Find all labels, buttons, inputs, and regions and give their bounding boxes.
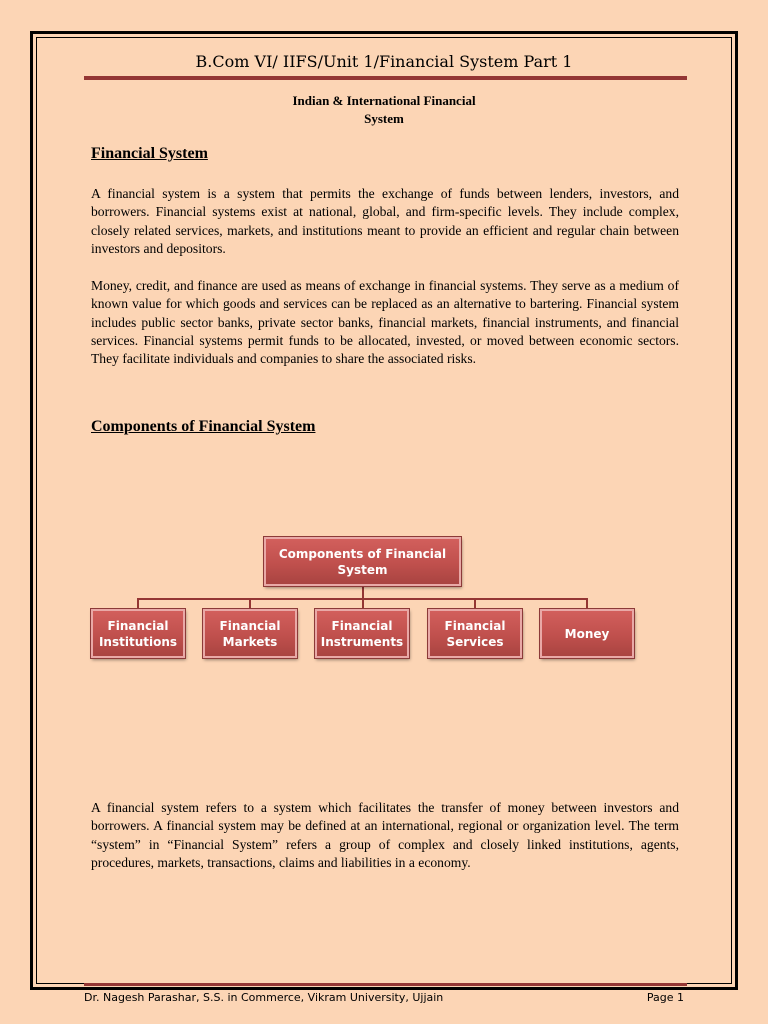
- diagram-node-line2: Markets: [222, 634, 278, 649]
- diagram-node-financial-services: [428, 609, 522, 658]
- document-title-line1: Indian & International Financial: [292, 93, 476, 108]
- footer-rule: [84, 983, 687, 986]
- header-rule: [84, 76, 687, 80]
- section-heading-components: Components of Financial System: [91, 418, 316, 435]
- footer-page-number: Page 1: [646, 991, 684, 1004]
- diagram-node-line2: Institutions: [98, 634, 178, 649]
- diagram-node-money: [540, 609, 634, 658]
- paragraph-3: A financial system refers to a system which facilitates the transfer of money between investors and borrowers. A financial system may be defined at an international, regional or organization level. The term “system” in “Financial System” refers a group of complex and closely linked institutions, agents, procedures, markets, transactions, claims and liabilities in a economy.: [91, 800, 679, 870]
- paragraph-2: Money, credit, and finance are used as means of exchange in financial systems. They serve as a medium of known value for which goods and services can be replaced as an alternative to bartering. Financial system includes public sector banks, private sector banks, financial markets, financial instruments, and financial services. Financial systems permit funds to be allocated, invested, or moved between economic sectors. They facilitate individuals and companies to share the associated risks.: [91, 278, 679, 367]
- diagram-node-root-line2: System: [337, 562, 388, 577]
- diagram-node-line2: Instruments: [320, 634, 404, 649]
- paragraph-1: A financial system is a system that permits the exchange of funds between lenders, investors, and borrowers. Financial systems exist at national, global, and firm-specific levels. They include complex, closely related services, markets, and institutions meant to provide an efficient and regular chain between investors and depositors.: [91, 186, 679, 256]
- diagram-node-root: [264, 537, 461, 586]
- footer-author: Dr. Nagesh Parashar, S.S. in Commerce, Vikram University, Ujjain: [84, 991, 444, 1004]
- diagram-node-financial-markets: [203, 609, 297, 658]
- diagram-node-financial-instruments: [315, 609, 409, 658]
- connector-root-stem: [362, 585, 364, 599]
- diagram-node-line1: Financial: [331, 618, 393, 633]
- section-heading-financial-system: Financial System: [91, 145, 208, 162]
- header-title: B.Com VI/ IIFS/Unit 1/Financial System Part 1: [195, 52, 573, 71]
- diagram-node-line2: Services: [446, 634, 504, 649]
- document-title: [84, 92, 684, 128]
- diagram-node-root-line1: Components of Financial: [278, 546, 447, 561]
- diagram-node-line1: Money: [564, 626, 610, 641]
- diagram-node-line1: Financial: [444, 618, 506, 633]
- diagram-node-line1: Financial: [219, 618, 281, 633]
- document-title-line2: System: [364, 111, 404, 126]
- diagram-node-financial-institutions: [91, 609, 185, 658]
- diagram-node-line1: Financial: [107, 618, 169, 633]
